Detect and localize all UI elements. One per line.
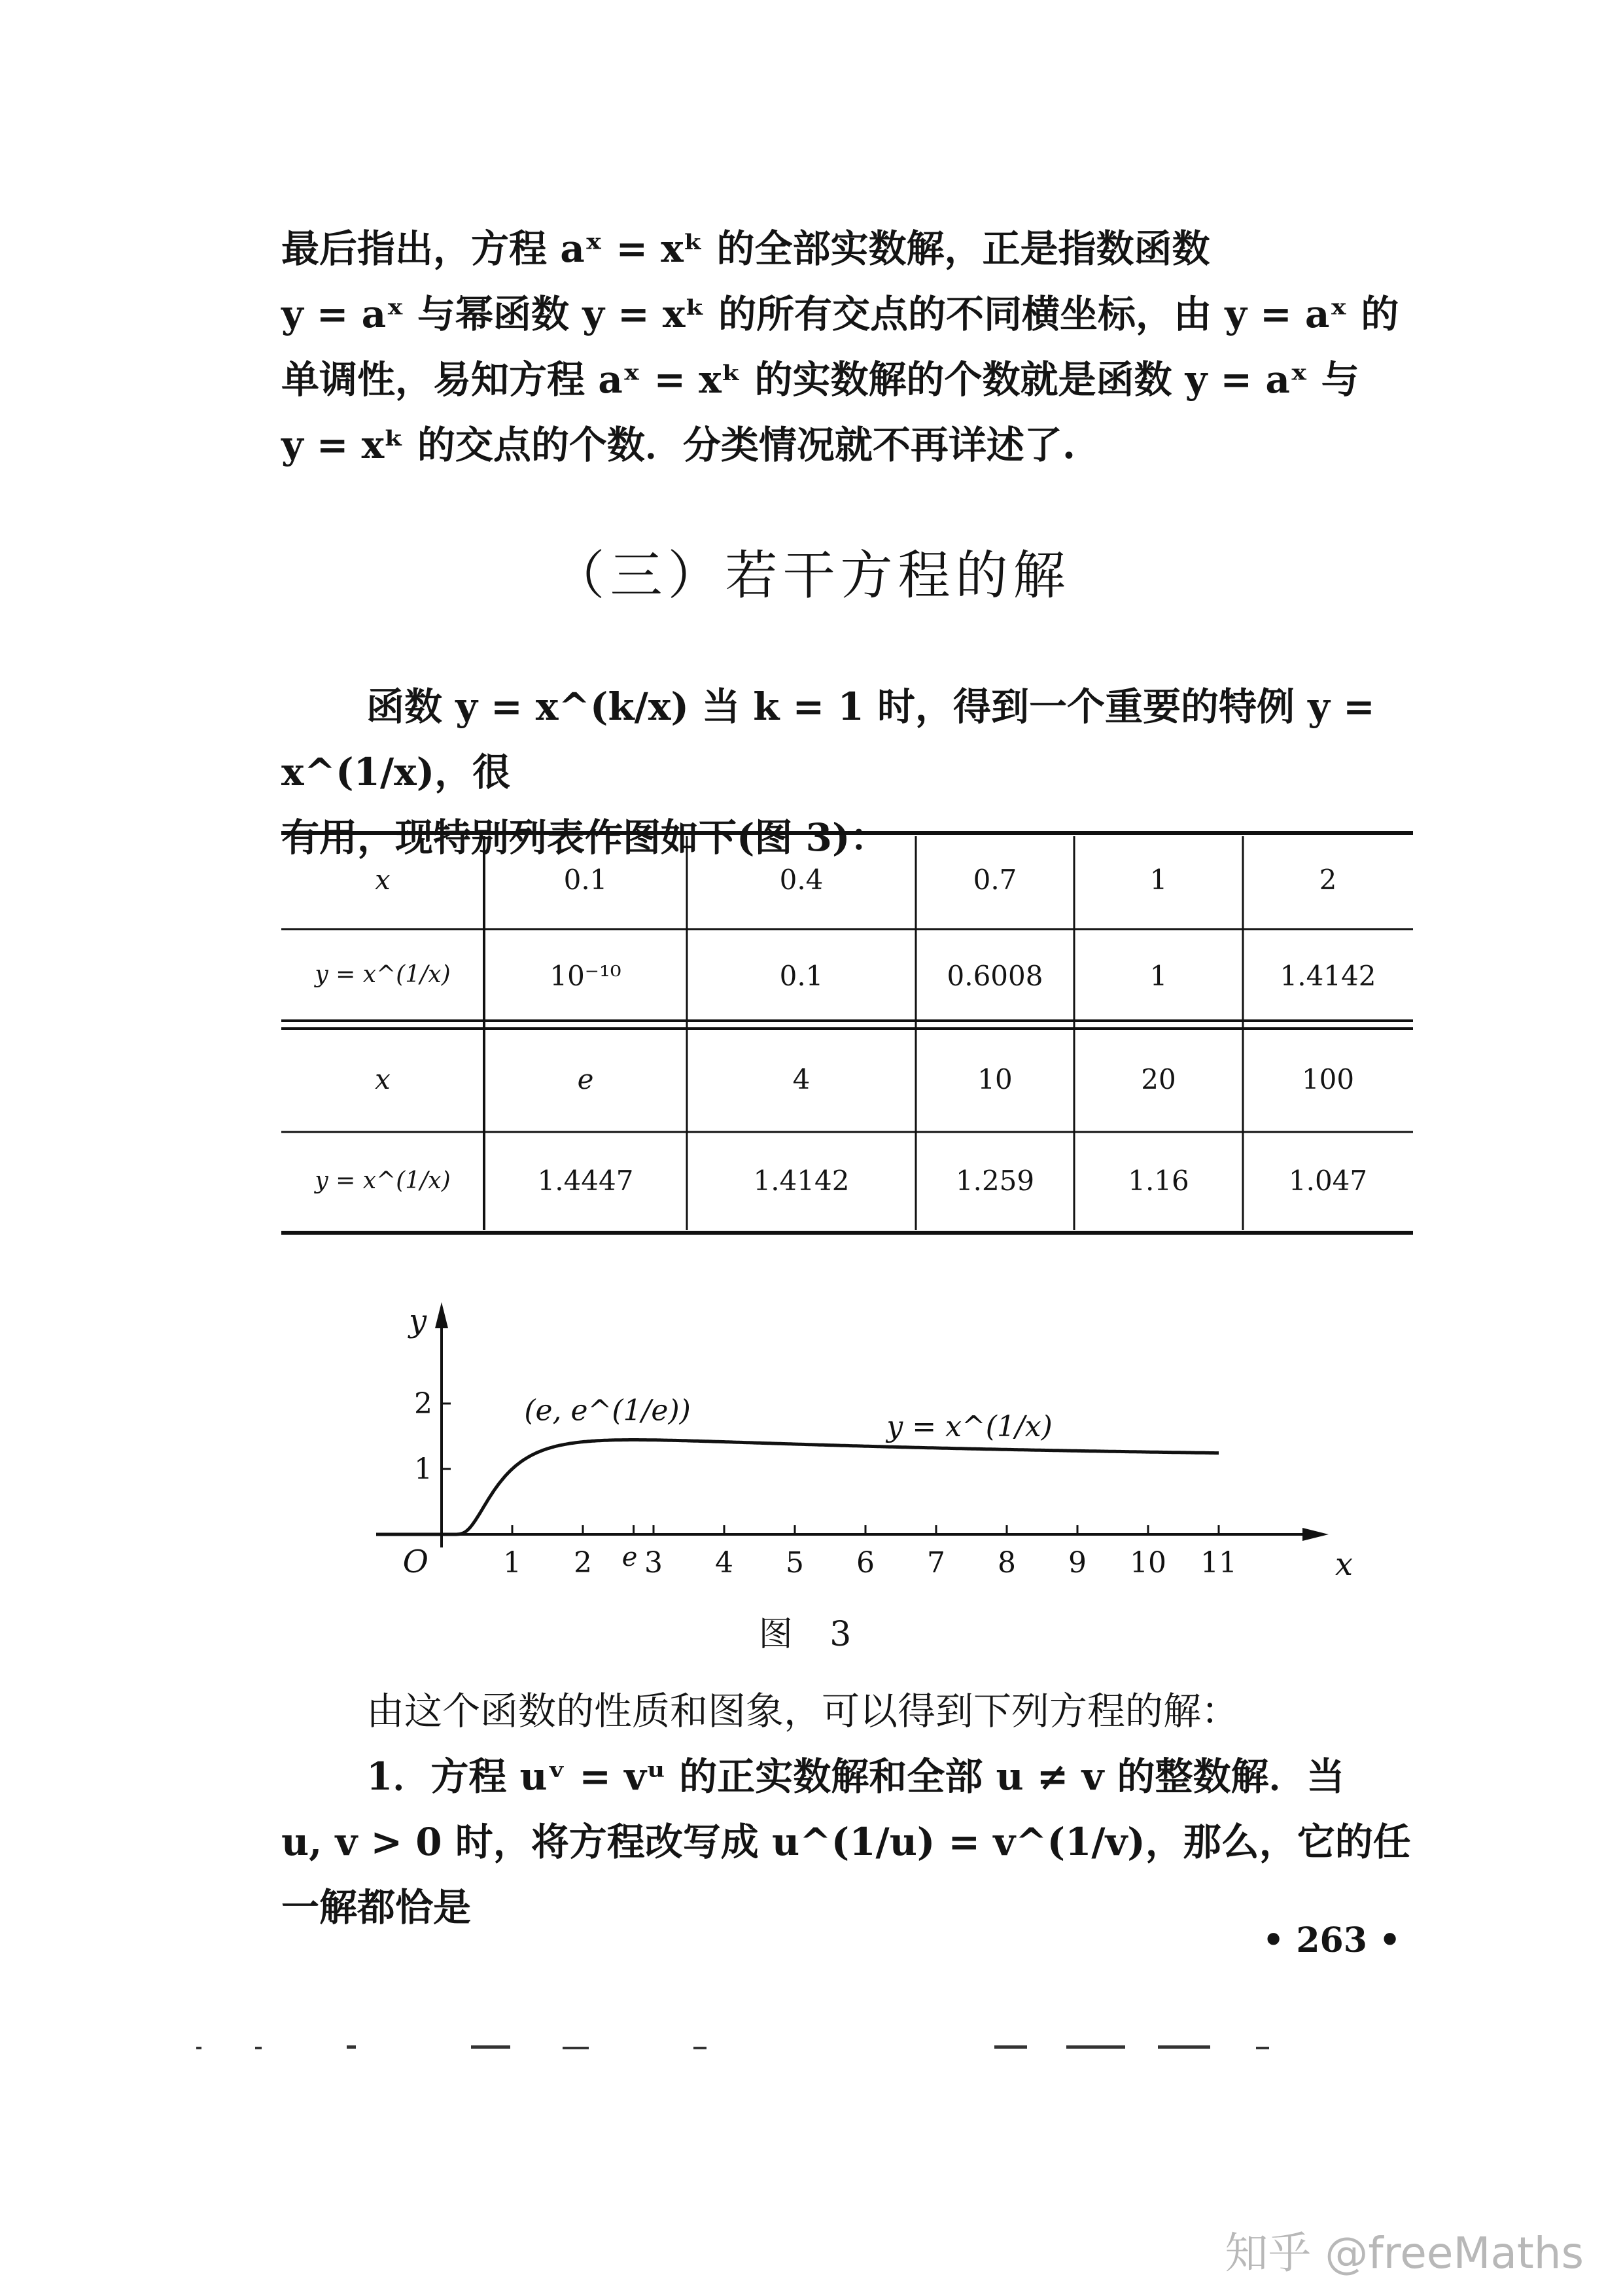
y-tick-label: 2 — [414, 1387, 432, 1421]
table-cell: 0.7 — [973, 864, 1017, 896]
curve-label: y = x^(1/x) — [886, 1410, 1053, 1443]
page-number: • 263 • — [1263, 1920, 1401, 1960]
table-cell: 0.6008 — [947, 960, 1043, 992]
paragraph-2-line-1: 函数 y = x^(k/x) 当 k = 1 时，得到一个重要的特例 y = x^(1/x)，很 — [281, 684, 1375, 794]
x-tick-label: 4 — [715, 1546, 733, 1580]
table-cell: 0.1 — [779, 960, 824, 992]
table-cell: 1.4142 — [753, 1165, 850, 1197]
max-point-label: (e, e^(1/e)) — [524, 1394, 691, 1428]
x-tick-label: 6 — [856, 1546, 875, 1580]
table-header-y-1: y = x^(1/x) — [315, 961, 451, 988]
x-tick-label: 3 — [644, 1546, 663, 1580]
x-axis-arrow — [1302, 1528, 1329, 1541]
x-tick-label: 8 — [998, 1546, 1016, 1580]
table-cell: 4 — [792, 1063, 811, 1095]
x-tick-label: 1 — [503, 1546, 521, 1580]
table-header-y-2: y = x^(1/x) — [315, 1167, 451, 1194]
x-tick-label: 10 — [1130, 1546, 1166, 1580]
value-table — [281, 831, 1413, 1235]
x-tick-label: 7 — [927, 1546, 945, 1580]
table-cell: 1.16 — [1128, 1165, 1189, 1197]
paragraph-1-line-1: 最后指出，方程 aˣ = xᵏ 的全部实数解，正是指数函数 — [281, 226, 1210, 271]
table-cell: 10 — [977, 1063, 1013, 1095]
y-tick-label: 1 — [414, 1453, 432, 1486]
table-cell: e — [577, 1063, 594, 1095]
plot-labels — [403, 1303, 1353, 1583]
paragraph-2-line-2: 有用，现特别列表作图如下(图 3)： — [281, 815, 888, 860]
table-cell: 1 — [1149, 960, 1168, 992]
table-cell: 1 — [1149, 864, 1168, 896]
x-tick-label: 9 — [1068, 1546, 1087, 1580]
x-tick-label-e: e — [621, 1542, 638, 1572]
table-cell: 1.4447 — [537, 1165, 634, 1197]
function-plot — [366, 1296, 1353, 1597]
figure-caption: 图 3 — [758, 1615, 865, 1654]
curve-y-x-pow-1-over-x — [376, 1440, 1219, 1535]
figure-3 — [366, 1296, 1353, 1597]
table-cell: 0.4 — [779, 864, 824, 896]
x-tick-label: 5 — [786, 1546, 804, 1580]
origin-label: O — [402, 1544, 428, 1580]
paragraph-3 — [281, 1678, 1413, 1940]
table-cell: 0.1 — [563, 864, 608, 896]
x-tick-label: 2 — [574, 1546, 592, 1580]
table-cell: 10⁻¹⁰ — [550, 960, 621, 992]
table-cell: 1.047 — [1288, 1165, 1368, 1197]
table-header-x-2: x — [375, 1063, 391, 1095]
paragraph-1-line-3: 单调性，易知方程 aˣ = xᵏ 的实数解的个数就是函数 y = aˣ 与 — [281, 357, 1359, 402]
paragraph-3-line-2: 1．方程 uᵛ = vᵘ 的正实数解和全部 u ≠ v 的整数解．当 — [366, 1754, 1345, 1799]
y-axis-arrow — [435, 1302, 448, 1328]
paragraph-3-line-1: 由这个函数的性质和图象，可以得到下列方程的解： — [366, 1689, 1240, 1733]
x-axis-label: x — [1335, 1546, 1353, 1583]
paragraph-1-line-4: y = xᵏ 的交点的个数．分类情况就不再详述了. — [281, 423, 1076, 467]
table-cell: 1.259 — [955, 1165, 1035, 1197]
y-axis-label: y — [409, 1303, 427, 1339]
table-cell: 2 — [1319, 864, 1337, 896]
paragraph-1 — [281, 216, 1413, 478]
plot-axes — [379, 1302, 1329, 1547]
table-cell: 20 — [1141, 1063, 1176, 1095]
table-cell: 100 — [1301, 1063, 1355, 1095]
watermark: 知乎 @freeMaths — [1225, 2228, 1584, 2278]
paragraph-1-line-2: y = aˣ 与幂函数 y = xᵏ 的所有交点的不同横坐标，由 y = aˣ 的 — [281, 292, 1399, 336]
table-cell: 1.4142 — [1280, 960, 1376, 992]
table-header-x-1: x — [375, 864, 391, 896]
section-heading: （三）若干方程的解 — [552, 545, 1071, 606]
x-tick-label: 11 — [1200, 1546, 1237, 1580]
paragraph-3-line-3: u, v > 0 时，将方程改写成 u^(1/u) = v^(1/v)，那么，它的任一解都恰是 — [281, 1820, 1411, 1930]
scan-noise — [196, 2041, 1374, 2055]
